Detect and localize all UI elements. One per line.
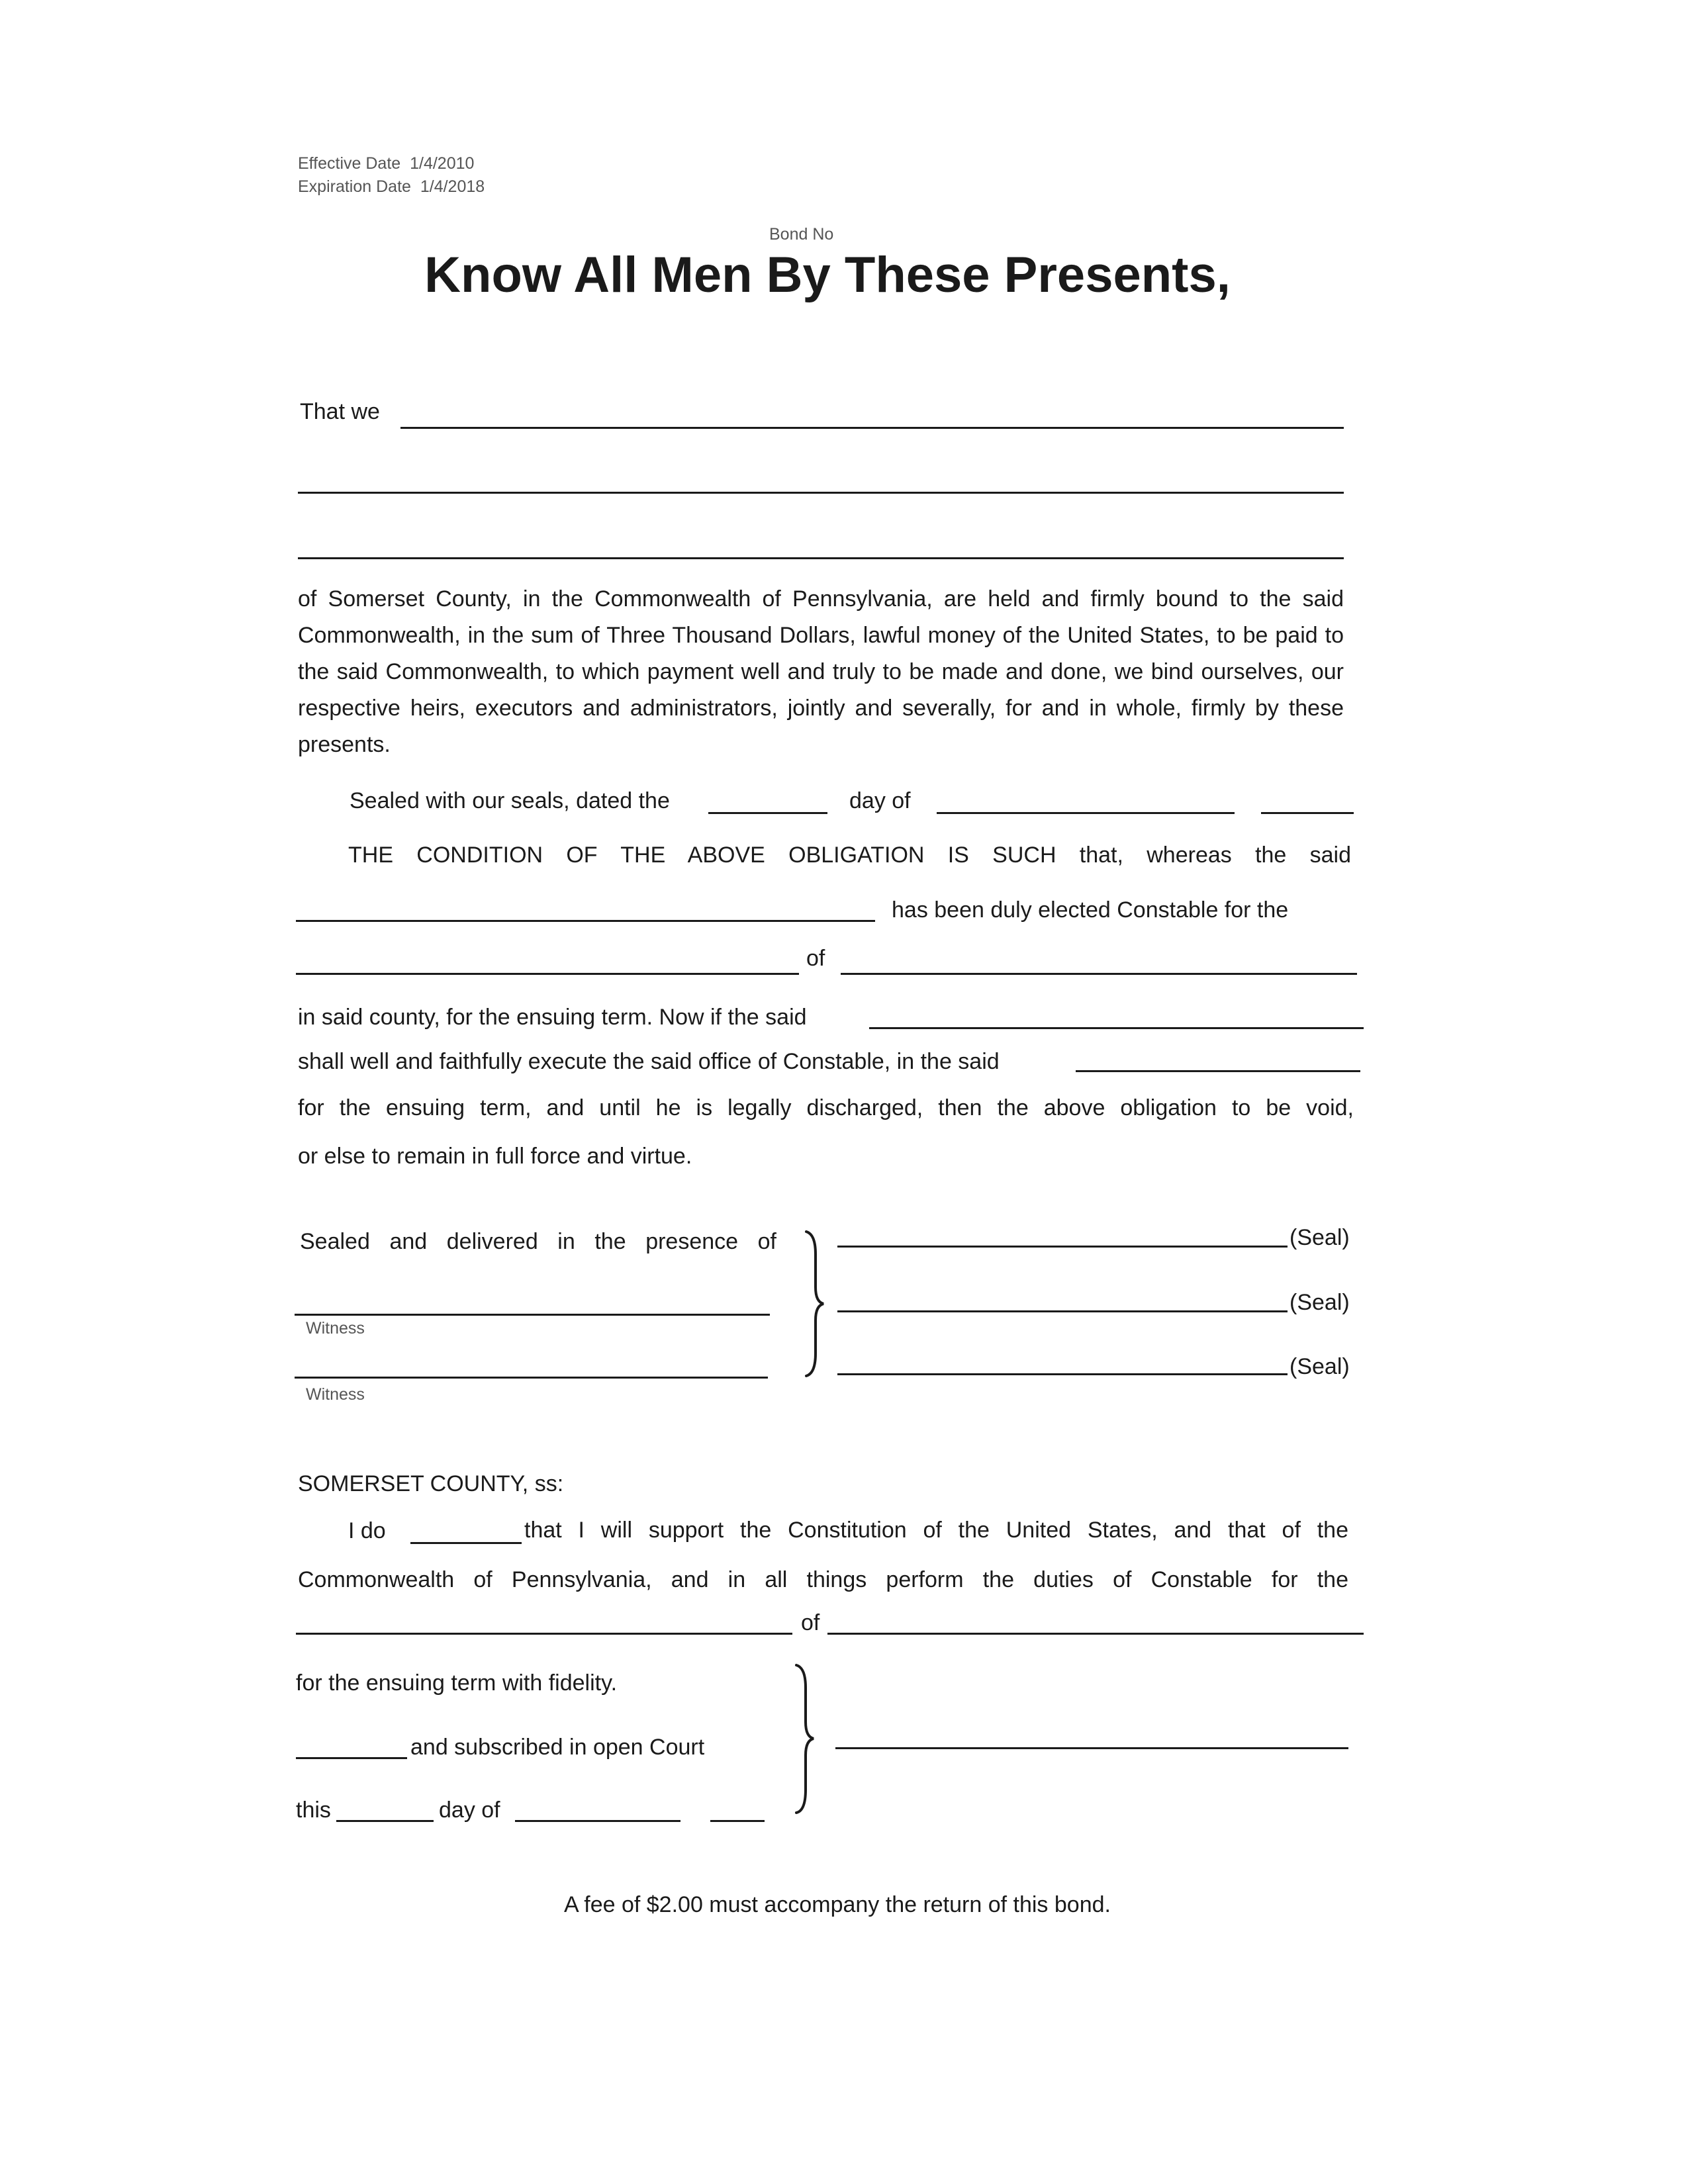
dated-year-line[interactable]	[1261, 812, 1354, 814]
oath-name-line[interactable]	[410, 1542, 522, 1544]
witness-label-2: Witness	[306, 1385, 365, 1404]
oath-brace	[791, 1661, 818, 1817]
condition-line: THE CONDITION OF THE ABOVE OBLIGATION IS SUCH that, whereas the said	[348, 842, 1351, 868]
page-title: Know All Men By These Presents,	[424, 247, 1231, 303]
this-label: this	[296, 1797, 331, 1823]
signature-brace	[801, 1228, 827, 1380]
ensuing-term-line: for the ensuing term, and until he is legally discharged, then the above obligation to be void,	[298, 1095, 1354, 1120]
seal-label-3: (Seal)	[1289, 1354, 1350, 1379]
i-do-label: I do	[348, 1518, 386, 1543]
principal-name-line-2[interactable]	[298, 492, 1344, 494]
bond-no-label: Bond No	[769, 225, 834, 244]
elected-label: has been duly elected Constable for the	[892, 897, 1289, 923]
witness-label-1: Witness	[306, 1319, 365, 1338]
witness-line-2[interactable]	[295, 1377, 768, 1379]
expiration-date-label: Expiration Date	[298, 177, 411, 196]
fee-note: A fee of $2.00 must accompany the return of this bond.	[564, 1892, 1111, 1917]
subscribed-label: and subscribed in open Court	[410, 1735, 705, 1760]
constable-name-line[interactable]	[296, 920, 875, 922]
sealed-with-label: Sealed with our seals, dated the	[350, 788, 670, 813]
principal-name-line-3[interactable]	[298, 557, 1344, 559]
court-day-of-label: day of	[439, 1797, 500, 1823]
expiration-date	[298, 177, 485, 197]
township-line[interactable]	[296, 973, 799, 975]
signature-line-1[interactable]	[837, 1246, 1288, 1248]
support-line: that I will support the Constitution of the United States, and that of the	[524, 1518, 1348, 1543]
said-name-line[interactable]	[869, 1027, 1364, 1029]
oath-of-label: of	[801, 1610, 820, 1635]
effective-date-value: 1/4/2010	[410, 154, 475, 173]
or-else-label: or else to remain in full force and virtue.	[298, 1144, 692, 1169]
signature-line-2[interactable]	[837, 1310, 1288, 1312]
effective-date-label: Effective Date	[298, 154, 401, 173]
sworn-line[interactable]	[296, 1757, 407, 1759]
dated-month-line[interactable]	[937, 812, 1235, 814]
signature-line-3[interactable]	[837, 1373, 1288, 1375]
witness-line-1[interactable]	[295, 1314, 770, 1316]
effective-date	[298, 154, 474, 173]
sealed-delivered-label: Sealed and delivered in the presence of	[300, 1229, 776, 1254]
of-label: of	[806, 946, 825, 971]
that-we-label: That we	[300, 399, 380, 424]
oath-township-line[interactable]	[296, 1633, 792, 1635]
court-year-line[interactable]	[710, 1820, 765, 1822]
day-of-label: day of	[849, 788, 911, 813]
fidelity-label: for the ensuing term with fidelity.	[296, 1670, 618, 1696]
commonwealth-line: Commonwealth of Pennsylvania, and in all things perform the duties of Constable for the	[298, 1567, 1348, 1592]
in-said-county-label: in said county, for the ensuing term. Now if the said	[298, 1005, 807, 1030]
principal-name-line-1[interactable]	[400, 427, 1344, 429]
borough-line[interactable]	[841, 973, 1357, 975]
oath-signature-line[interactable]	[835, 1747, 1348, 1749]
dated-day-line[interactable]	[708, 812, 827, 814]
seal-label-2: (Seal)	[1289, 1290, 1350, 1315]
county-label: SOMERSET COUNTY, ss:	[298, 1471, 564, 1496]
bond-paragraph: of Somerset County, in the Commonwealth of Pennsylvania, are held and firmly bound to the said Commonwealth, in the sum of Three Thousand Dollars, lawful money of the United States, to be paid to the said Commonwealth, to which payment well and truly to be made and done, we bind ourselves, our respective heirs, executors and administrators, jointly and severally, for and in whole, firmly by these presents.	[298, 586, 1344, 757]
oath-borough-line[interactable]	[827, 1633, 1364, 1635]
expiration-date-value: 1/4/2018	[420, 177, 485, 196]
shall-well-label: shall well and faithfully execute the said office of Constable, in the said	[298, 1049, 1000, 1074]
said-office-line[interactable]	[1076, 1070, 1360, 1072]
court-month-line[interactable]	[515, 1820, 680, 1822]
seal-label-1: (Seal)	[1289, 1225, 1350, 1250]
court-day-line[interactable]	[336, 1820, 434, 1822]
